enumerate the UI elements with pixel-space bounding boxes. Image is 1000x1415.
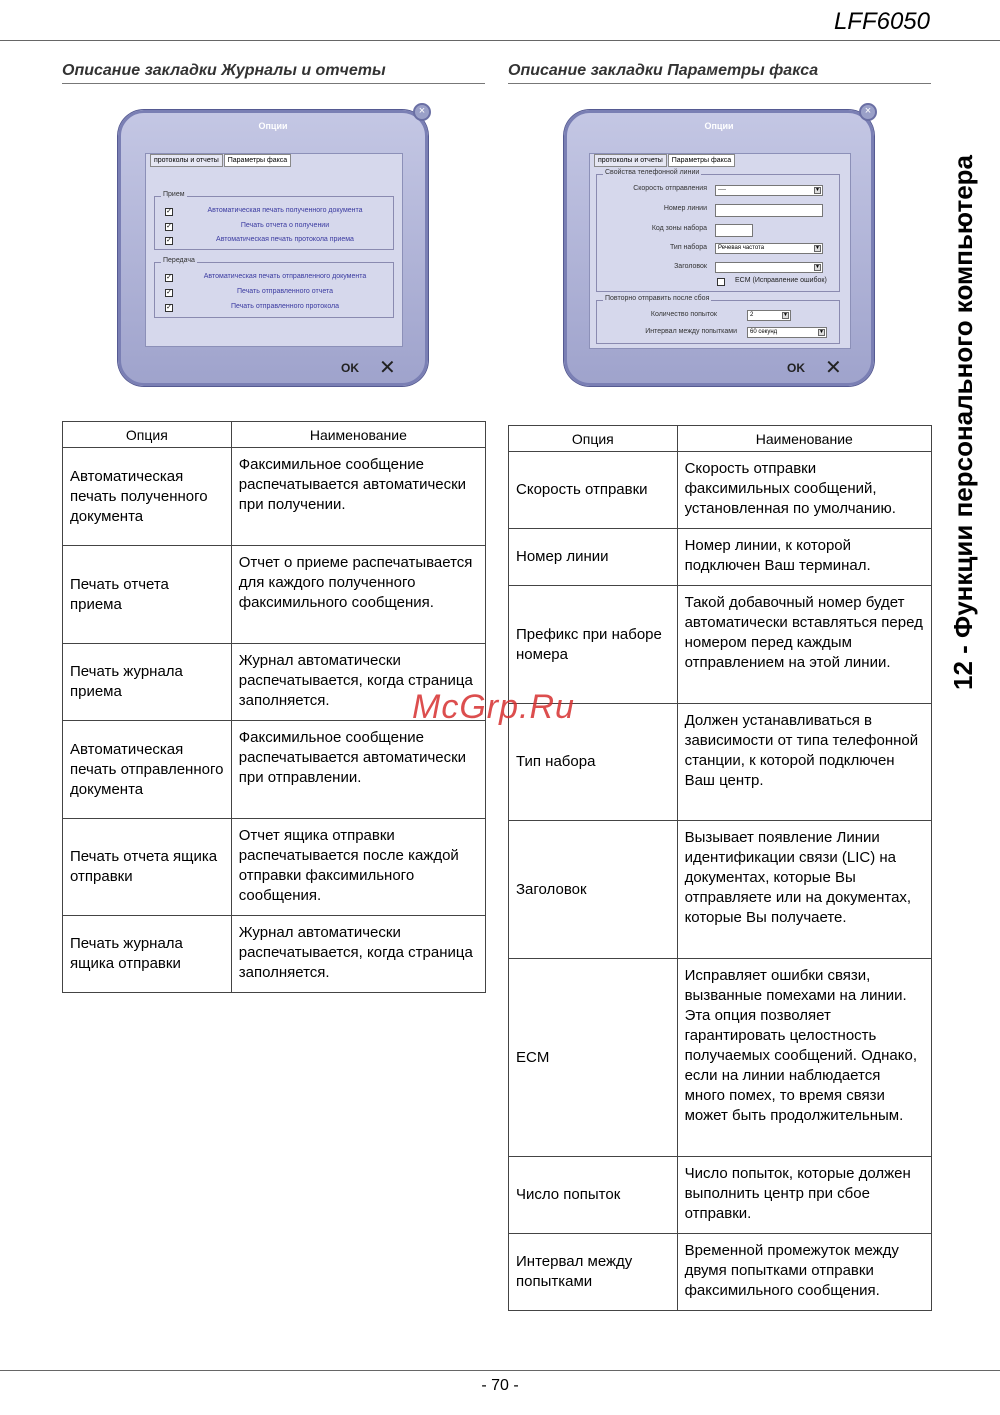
option-cell: Печать отчета приема — [63, 546, 232, 644]
option-cell: Печать журнала приема — [63, 644, 232, 721]
model-name: LFF6050 — [833, 8, 930, 35]
prefix-label: Код зоны набора — [651, 225, 707, 232]
line-number-input[interactable] — [715, 204, 823, 217]
description-cell: Номер линии, к которой подключен Ваш терминал. — [677, 529, 931, 586]
table-row — [63, 448, 486, 546]
receive-group-legend: Прием — [163, 191, 185, 198]
retry-group — [596, 295, 840, 344]
options-dialog-journals — [118, 105, 428, 386]
description-cell: Факсимильное сообщение распечатывается автоматически при отправлении. — [231, 721, 485, 819]
option-label: Печать отправленного протокола — [230, 303, 340, 310]
header-label: Заголовок — [674, 263, 707, 270]
interval-value: 60 секунд — [750, 329, 778, 335]
checkbox-checked-icon[interactable]: ✓ — [166, 289, 172, 296]
option-cell: Печать отчета ящика отправки — [63, 819, 232, 916]
tab-fax-params[interactable]: Параметры факса — [668, 154, 735, 167]
option-cell: Тип набора — [509, 704, 678, 821]
description-cell: Журнал автоматически распечатывается, когда страница заполняется. — [231, 644, 485, 721]
dialog-panel — [145, 153, 403, 347]
cancel-icon[interactable]: ✕ — [379, 357, 396, 379]
description-cell: Такой добавочный номер будет автоматически вставляться перед номером перед каждым отправлением на этой линии. — [677, 586, 931, 704]
send-option[interactable] — [165, 273, 387, 284]
option-cell: Печать журнала ящика отправки — [63, 916, 232, 993]
chevron-down-icon[interactable]: ▼ — [819, 329, 824, 335]
chevron-down-icon[interactable]: ▼ — [815, 245, 820, 251]
description-cell: Отчет ящика отправки распечатывается после каждой отправки факсимильного сообщения. — [231, 819, 485, 916]
chevron-down-icon[interactable]: ▼ — [783, 312, 788, 318]
description-cell: Журнал автоматически распечатывается, когда страница заполняется. — [231, 916, 485, 993]
close-icon[interactable]: × — [859, 103, 877, 121]
fax-params-table — [508, 425, 932, 1311]
table-row — [509, 529, 932, 586]
table-row — [509, 959, 932, 1157]
table-row — [63, 819, 486, 916]
checkbox-checked-icon[interactable]: ✓ — [166, 208, 172, 215]
option-cell: Заголовок — [509, 821, 678, 959]
dialog-title: Опции — [704, 121, 734, 131]
option-label: Автоматическая печать отправленного документа — [203, 273, 367, 280]
option-label: Печать отправленного отчета — [236, 288, 334, 295]
attempts-select[interactable] — [747, 310, 791, 321]
description-cell: Должен устанавливаться в зависимости от типа телефонной станции, к которой подключен Ваш центр. — [677, 704, 931, 821]
table-row — [509, 1234, 932, 1311]
table-header-option: Опция — [509, 426, 678, 452]
phone-line-group — [596, 169, 840, 292]
table-row — [509, 452, 932, 529]
option-cell: Интервал между попытками — [509, 1234, 678, 1311]
table-row — [509, 821, 932, 959]
ok-button[interactable]: OK — [341, 361, 359, 375]
checkbox-checked-icon[interactable]: ✓ — [166, 304, 172, 311]
attempts-value: 2 — [750, 312, 754, 318]
chevron-down-icon[interactable]: ▼ — [815, 264, 820, 270]
chapter-title: 12 - Функции персонального компьютера — [948, 154, 978, 690]
description-cell: Отчет о приеме распечатывается для каждого полученного факсимильного сообщения. — [231, 546, 485, 644]
option-cell: Автоматическая печать отправленного документа — [63, 721, 232, 819]
retry-legend: Повторно отправить после сбоя — [605, 295, 710, 302]
header-select[interactable] — [715, 262, 823, 273]
dialog-panel — [589, 153, 851, 349]
interval-label: Интервал между попытками — [645, 328, 737, 335]
description-cell: Вызывает появление Линии идентификации связи (LIC) на документах, которые Вы отправляете или на документах, которые Вы получаете. — [677, 821, 931, 959]
option-cell: Префикс при наборе номера — [509, 586, 678, 704]
line-number-label: Номер линии — [663, 205, 707, 212]
table-row — [63, 916, 486, 993]
left-section-title: Описание закладки Журналы и отчеты — [62, 62, 485, 84]
option-label: Автоматическая печать полученного документа — [207, 207, 363, 214]
checkbox-unchecked-icon[interactable] — [717, 278, 725, 286]
cancel-icon[interactable]: ✕ — [825, 357, 842, 379]
receive-option[interactable] — [165, 236, 387, 247]
checkbox-checked-icon[interactable]: ✓ — [166, 274, 172, 281]
option-label: Автоматическая печать протокола приема — [216, 236, 354, 243]
dialog-title: Опции — [258, 121, 288, 131]
tab-reports[interactable]: протоколы и отчеты — [594, 154, 667, 167]
dial-type-select[interactable] — [715, 243, 823, 254]
option-cell: Число попыток — [509, 1157, 678, 1234]
table-row — [63, 721, 486, 819]
option-cell: Скорость отправки — [509, 452, 678, 529]
send-group-legend: Передача — [163, 257, 195, 264]
speed-select[interactable] — [715, 185, 823, 196]
footer-rule — [0, 1370, 1000, 1371]
close-icon[interactable]: × — [413, 103, 431, 121]
ecm-label: ECM (Исправление ошибок) — [735, 277, 827, 284]
table-row — [509, 1157, 932, 1234]
dial-type-label: Тип набора — [669, 244, 707, 251]
ecm-option[interactable] — [717, 277, 837, 288]
option-cell: Автоматическая печать полученного документа — [63, 448, 232, 546]
tab-fax-params[interactable]: Параметры факса — [224, 154, 291, 167]
watermark: McGrp.Ru — [412, 688, 575, 726]
right-section-title: Описание закладки Параметры факса — [508, 62, 931, 84]
header-rule — [0, 40, 1000, 41]
table-row — [509, 586, 932, 704]
option-cell: Номер линии — [509, 529, 678, 586]
prefix-input[interactable] — [715, 224, 753, 237]
tab-reports[interactable]: протоколы и отчеты — [150, 154, 223, 167]
table-header-option: Опция — [63, 422, 232, 448]
chevron-down-icon[interactable]: ▼ — [815, 187, 820, 193]
description-cell: Исправляет ошибки связи, вызванные помехами на линии. Эта опция позволяет гарантировать целостность получаемых сообщений. Однако, если на линии наблюдается много помех, то время связи может быть продолжительным. — [677, 959, 931, 1157]
option-label: Печать отчета о получении — [240, 222, 330, 229]
description-cell: Временной промежуток между двумя попытками отправки факсимильного сообщения. — [677, 1234, 931, 1311]
option-cell: ECM — [509, 959, 678, 1157]
table-header-name: Наименование — [677, 426, 931, 452]
ok-button[interactable]: OK — [787, 361, 805, 375]
receive-option[interactable] — [165, 222, 387, 233]
receive-group — [154, 191, 394, 250]
description-cell: Скорость отправки факсимильных сообщений, установленная по умолчанию. — [677, 452, 931, 529]
speed-label: Скорость отправления — [633, 185, 707, 192]
phone-line-legend: Свойства телефонной линии — [605, 169, 700, 176]
table-header-name: Наименование — [231, 422, 485, 448]
dial-type-value: Речевая частота — [718, 245, 765, 251]
speed-value: ---- — [718, 187, 726, 193]
attempts-label: Количество попыток — [650, 311, 717, 318]
options-dialog-fax-params — [564, 105, 874, 386]
checkbox-checked-icon[interactable]: ✓ — [166, 237, 172, 244]
send-group — [154, 257, 394, 318]
page-number: - 70 - — [481, 1377, 519, 1394]
description-cell: Число попыток, которые должен выполнить центр при сбое отправки. — [677, 1157, 931, 1234]
table-row — [63, 546, 486, 644]
description-cell: Факсимильное сообщение распечатывается автоматически при получении. — [231, 448, 485, 546]
checkbox-checked-icon[interactable]: ✓ — [166, 223, 172, 230]
send-option[interactable] — [165, 303, 387, 314]
receive-option[interactable] — [165, 207, 387, 218]
interval-select[interactable] — [747, 327, 827, 338]
send-option[interactable] — [165, 288, 387, 299]
